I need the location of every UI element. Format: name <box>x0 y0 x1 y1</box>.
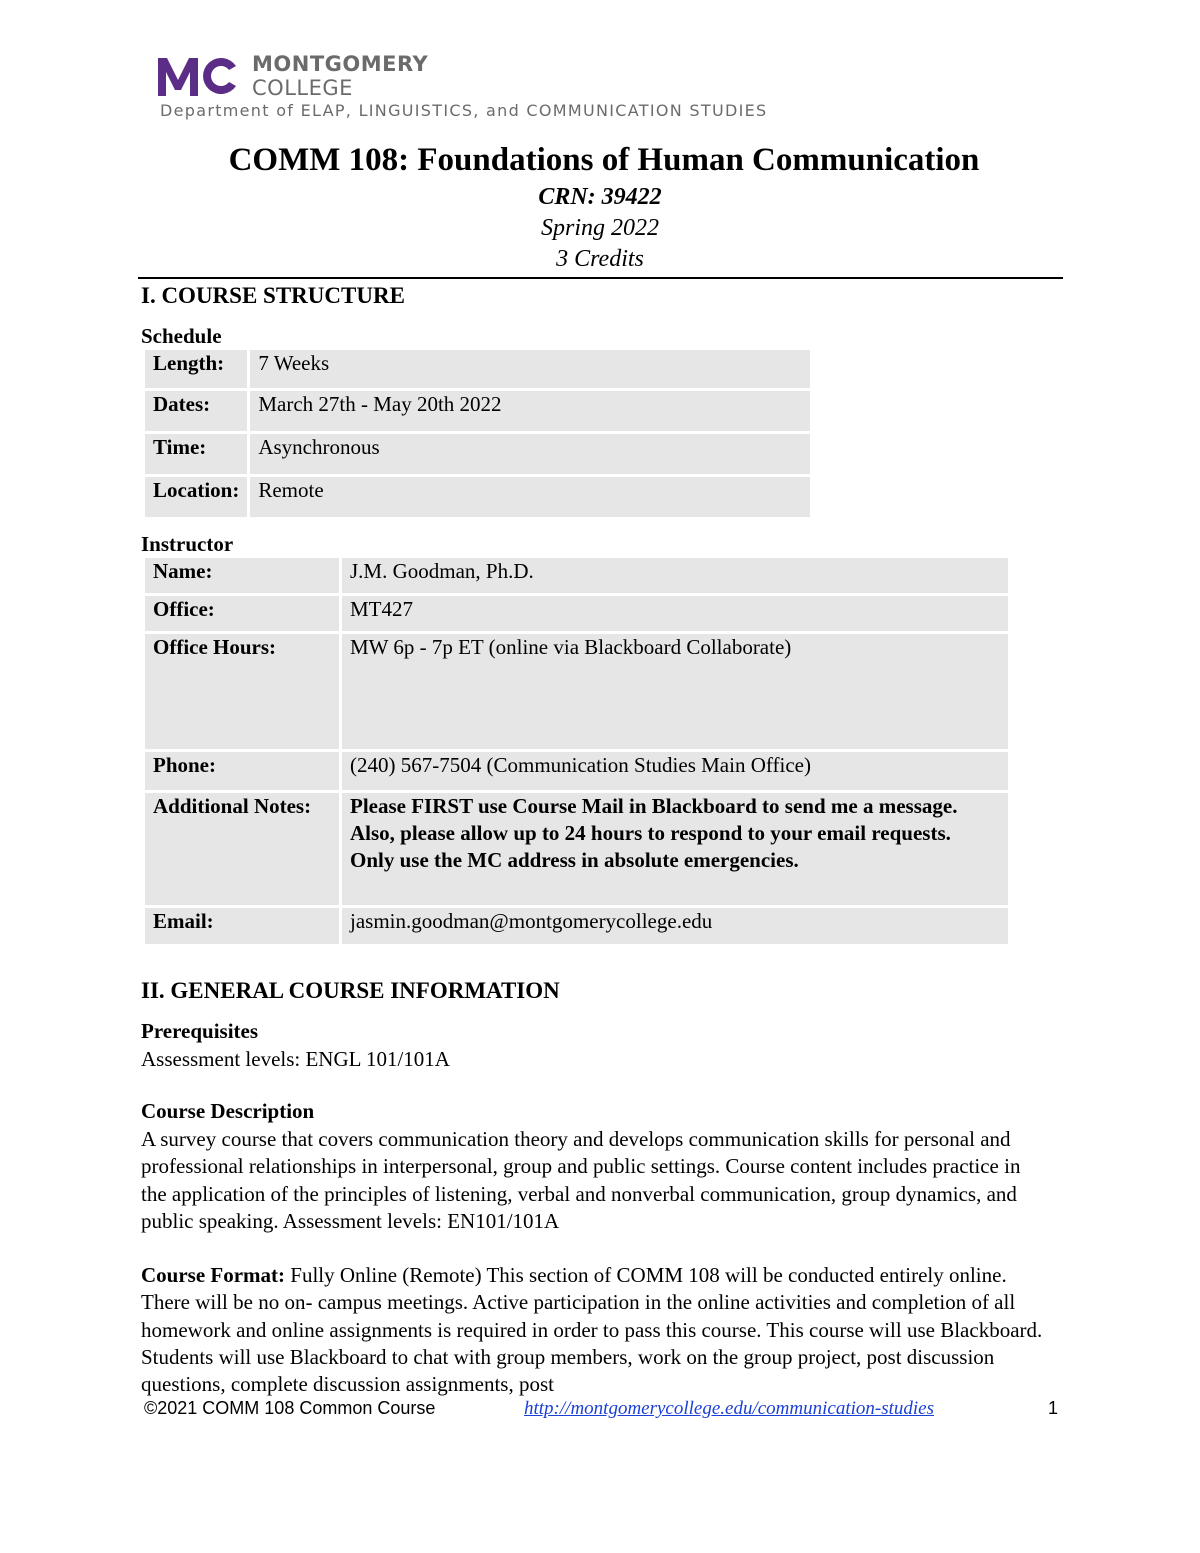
course-format-text: Fully Online (Remote) This section of COMM 108 will be conducted entirely online. There will be no on- campus meetings. Active participation in the online activities and completion of all homework and online assignments is required in order to pass this course. This course will use Blackboard. Students will use Blackboard to chat with group members, work on the group project, post discussion questions, complete discussion assignments, post <box>141 1263 1043 1397</box>
mc-logo-icon <box>156 54 238 98</box>
instructor-label: Phone: <box>145 752 339 790</box>
instructor-label: Office: <box>145 596 339 631</box>
course-crn: CRN: 39422 <box>538 184 662 210</box>
course-format-paragraph <box>141 1262 1056 1398</box>
instructor-label: Email: <box>145 908 339 944</box>
table-row <box>145 350 810 388</box>
schedule-value: Asynchronous <box>250 434 810 474</box>
instructor-value: J.M. Goodman, Ph.D. <box>342 558 1008 593</box>
table-row <box>145 793 1008 905</box>
schedule-table <box>142 347 813 520</box>
table-row <box>145 391 810 431</box>
schedule-heading: Schedule <box>141 324 222 348</box>
instructor-value: (240) 567-7504 (Communication Studies Main Office) <box>342 752 1008 790</box>
prerequisites-heading: Prerequisites <box>141 1019 259 1043</box>
instructor-value: MW 6p - 7p ET (online via Blackboard Collaborate) <box>342 634 1008 749</box>
instructor-heading: Instructor <box>141 532 234 556</box>
section-heading-general-info: II. GENERAL COURSE INFORMATION <box>141 978 560 1003</box>
course-term: Spring 2022 <box>540 215 659 241</box>
table-row <box>145 752 1008 790</box>
schedule-label: Location: <box>145 477 247 517</box>
table-row <box>145 477 810 517</box>
course-title: COMM 108: Foundations of Human Communication <box>228 142 980 178</box>
schedule-value: March 27th - May 20th 2022 <box>250 391 810 431</box>
section-heading-course-structure: I. COURSE STRUCTURE <box>141 283 405 308</box>
schedule-value: 7 Weeks <box>250 350 810 388</box>
instructor-label: Office Hours: <box>145 634 339 749</box>
instructor-label: Additional Notes: <box>145 793 339 905</box>
schedule-value: Remote <box>250 477 810 517</box>
footer-copyright: ©2021 COMM 108 Common Course <box>144 1398 436 1418</box>
course-credits: 3 Credits <box>556 246 644 272</box>
course-description-heading: Course Description <box>141 1099 315 1123</box>
logo-line-college: COLLEGE <box>252 76 353 100</box>
logo-line-montgomery: MONTGOMERY <box>252 52 429 76</box>
college-logo <box>156 50 428 102</box>
instructor-email: jasmin.goodman@montgomerycollege.edu <box>342 908 1008 944</box>
schedule-label: Time: <box>145 434 247 474</box>
schedule-label: Length: <box>145 350 247 388</box>
course-description-text: A survey course that covers communication theory and develops communication skills for personal and professional relationships in interpersonal, group and public settings. Course content includes practice in the application of the principles of listening, verbal and nonverbal communication, group dynamics, and public speaking. Assessment levels: EN101/101A <box>141 1127 1021 1233</box>
footer-link-wrapper <box>524 1398 934 1420</box>
page-number: 1 <box>1048 1398 1059 1418</box>
course-format-label: Course Format: <box>141 1263 286 1287</box>
title-divider <box>138 277 1063 279</box>
table-row <box>145 634 1008 749</box>
footer-link[interactable]: http://montgomerycollege.edu/communication-studies <box>524 1398 934 1419</box>
instructor-value: MT427 <box>342 596 1008 631</box>
table-row <box>145 596 1008 631</box>
table-row <box>145 434 810 474</box>
instructor-value: Please FIRST use Course Mail in Blackboard to send me a message. Also, please allow up to 24 hours to respond to your email requests. Only use the MC address in absolute emergencies. <box>342 793 1008 905</box>
prerequisites-text: Assessment levels: ENGL 101/101A <box>141 1047 450 1071</box>
logo-wordmark <box>252 52 428 100</box>
instructor-label: Name: <box>145 558 339 593</box>
department-name: Department of ELAP, LINGUISTICS, and COMMUNICATION STUDIES <box>160 101 768 120</box>
table-row <box>145 558 1008 593</box>
table-row <box>145 908 1008 944</box>
instructor-table <box>142 555 1011 947</box>
schedule-label: Dates: <box>145 391 247 431</box>
